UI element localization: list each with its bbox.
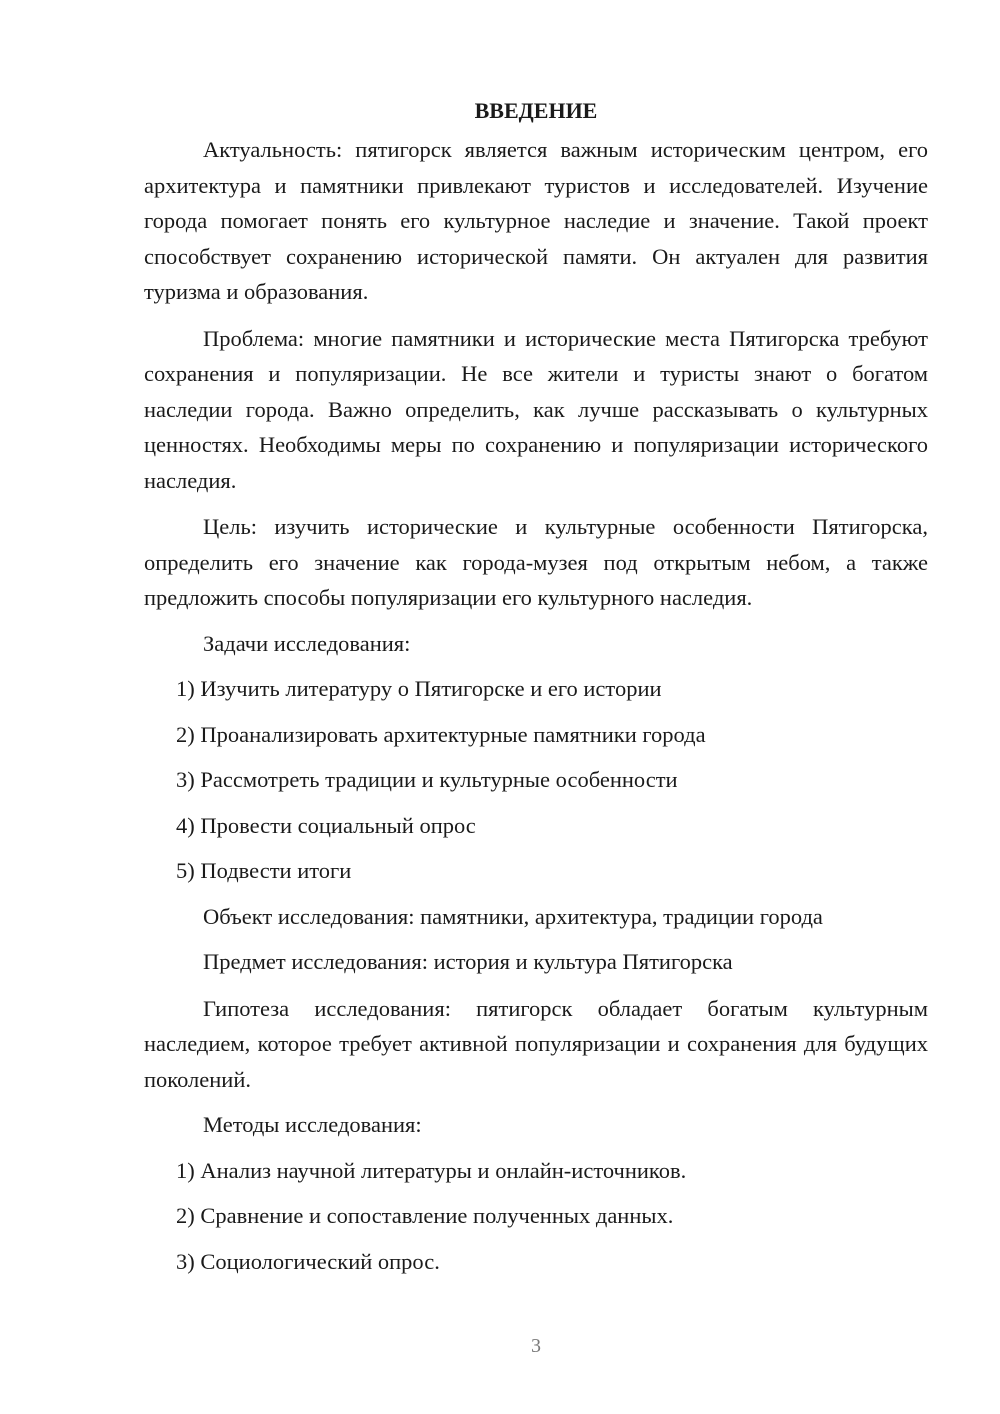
- page-number: 3: [531, 1335, 541, 1357]
- goal-paragraph: Цель: изучить исторические и культурные особенности Пятигорска, определить его значение как города-музея под открытым небом, а также предложить способы популяризации его культурного наследия.: [144, 514, 928, 610]
- hypothesis-paragraph: Гипотеза исследования: пятигорск обладает богатым культурным наследием, которое требует активной популяризации и сохранения для будущих поколений.: [144, 995, 928, 1092]
- tasks-title: Задачи исследования:: [203, 630, 411, 656]
- relevance-paragraph: Актуальность: пятигорск является важным историческим центром, его архитектура и памятники привлекают туристов и исследователей. Изучение города помогает понять его культурное наследие и значение. Такой проект способствует сохранению исторической памяти. Он актуален для развития туризма и образования.: [144, 137, 928, 304]
- method-item: 2) Сравнение и сопоставление полученных данных.: [176, 1203, 674, 1228]
- research-object: Объект исследования: памятники, архитектура, традиции города: [203, 903, 823, 929]
- document-page: [144, 96, 928, 1279]
- methods-title: Методы исследования:: [203, 1112, 422, 1137]
- task-item: 2) Проанализировать архитектурные памятники города: [176, 721, 706, 747]
- task-item: 3) Рассмотреть традиции и культурные особенности: [176, 767, 678, 792]
- task-item: 1) Изучить литературу о Пятигорске и его истории: [176, 676, 662, 701]
- section-heading: ВВЕДЕНИЕ: [474, 98, 598, 123]
- task-item: 5) Подвести итоги: [176, 858, 352, 883]
- research-subject: Предмет исследования: история и культура Пятигорска: [203, 949, 733, 974]
- task-item: 4) Провести социальный опрос: [176, 812, 476, 838]
- method-item: 3) Социологический опрос.: [176, 1248, 440, 1274]
- problem-paragraph: Проблема: многие памятники и исторические места Пятигорска требуют сохранения и популяризации. Не все жители и туристы знают о богатом наследии города. Важно определить, как лучше рассказывать о культурных ценностях. Необходимы меры по сохранению и популяризации исторического наследия.: [144, 325, 928, 493]
- method-item: 1) Анализ научной литературы и онлайн-источников.: [176, 1157, 687, 1183]
